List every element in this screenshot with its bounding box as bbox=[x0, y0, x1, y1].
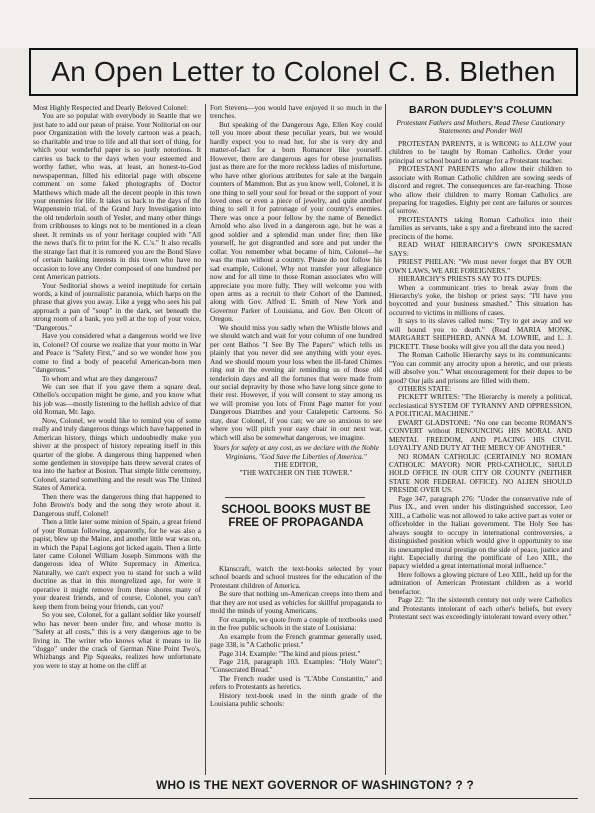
school-books-heading: SCHOOL BOOKS MUST BE FREE OF PROPAGANDA bbox=[221, 504, 371, 529]
letter-signature-name: "THE WATCHER ON THE TOWER." bbox=[239, 469, 353, 478]
baron-paragraph: PROTESTAN PARENTS, it is WRONG to ALLOW your children to be taught by Roman Catholics. Order your principal or school board to arrange for a Protestant teacher. bbox=[389, 139, 572, 165]
footer-rule bbox=[29, 798, 578, 799]
baron-paragraph: EWART GLADSTONE: "No one can become ROMAN'S CONVERT without RENOUNCING HIS MORAL AND MENTAL FREEDOM, AND PLACING HIS CIVIL LOYALTY AND DUTY AT THE MERCY OF ANOTHER." bbox=[389, 418, 572, 453]
top-margin bbox=[0, 0, 595, 48]
letter-paragraph: Have you considered what a dangerous world we live in, Colonel? Of course we realize that your motto in War and Peace is "Safety First," and so we wonder how you come to find a body of peaceful American-born men "dangerous." bbox=[33, 332, 201, 375]
letter-paragraph: Then there was the dangerous thing that happened to John Brown's body and the song they wrote about it. Dangerous stuff, Colonel! bbox=[33, 492, 201, 518]
baron-column-subtitle: Protestant Fathers and Mothers, Read These Cautionary Statements and Ponder Well bbox=[396, 118, 565, 136]
baron-paragraph: When a communicant tries to break away from the Hierarchy's yoke, the bishop or priest says: "I'll have you boycotted and your business smashed." This situation has occurred to victims in millions of cases. bbox=[389, 283, 572, 317]
letter-paragraph: Now, Colonel, we would like to remind you of some really and truly dangerous things which have happened in American history, things which undoubtedly make you shiver at the prospect of history repeating itself in this quarter of the globe. A dangerous thing happened when some gentlemen in stovepipe hats threw several crates of tea into the harbor at Boston. That simple little ceremony, Colonel, started something and the result was The United States of America. bbox=[33, 416, 201, 493]
baron-column-title: BARON DUDLEY'S COLUMN bbox=[408, 104, 553, 116]
letter-column-1 bbox=[33, 104, 201, 775]
school-books-paragraph: History text-book used in the ninth grade of the Louisiana public schools: bbox=[210, 691, 382, 709]
column-rule bbox=[385, 104, 386, 775]
baron-paragraph: Page 22: "In the sixteenth century not only were Catholics and Protestants intolerant of each other's beliefs, but every Protestant sect was exceedingly intolerant toward every other." bbox=[389, 596, 572, 622]
baron-paragraph: Here follows a glowing picture of Leo XIII., held up for the admiration of American Protestant children as a world benefactor. bbox=[389, 570, 572, 596]
letter-paragraph: We should miss you sadly when the Whistle blows and we should watch and wait for your column of one hundred per cent Bathos "I See By The Papers" which tells us plainly that you never did see anything with your eyes. And we should mourn your loss when the ill-fated Chimes ring out in the evening air reminding us of those old tenderloin days and all the fortunes that were made from our social depravity by those who have long since gone to their rest. However, if you will consent to stay among us we will promise you lots of Front Page matter for your Dangerous Diatribes and your Catalepetic Cartoons. So stay, dear Colonel, if you can; we are so anxious to see where you will pitch your easy chair in our next war, which will also be somewhat dangerous, we imagine. bbox=[210, 323, 382, 442]
masthead-box bbox=[29, 48, 578, 96]
letter-paragraph: To whom and what are they dangerous? bbox=[42, 374, 158, 383]
letter-paragraph: Then a little later some minion of Spain, a great friend of your Roman following, apparently, for he was also a papist, blew up the Maine, and another little war was on, in which the Papal Legions got licked again. Then a little later came Colonel William Joseph Simmons with the dangerous idea of White Supremacy in America. Naturally, we can't expect you to stand for such a wild doctrine as that in this mongrelized age, for were it operative it might remove from these shores many of your dearest friends, and of course, Colonel, you can't keep them from being your friends, can you? bbox=[33, 518, 201, 611]
footer-question: WHO IS THE NEXT GOVERNOR OF WASHINGTON? ? ? bbox=[156, 778, 474, 792]
letter-column-2 bbox=[210, 104, 382, 478]
letter-signature-title: THE EDITOR, bbox=[273, 461, 319, 470]
school-books-paragraph: An example from the French grammar generally used, page 338, is "A Catholic priest." bbox=[210, 632, 382, 650]
school-books-paragraph: Page 218, paragraph 103. Examples: "Holy Water"; "Consecrated Bread." bbox=[210, 657, 382, 675]
letter-paragraph: So you see, Colonel, for a gallant soldier like yourself who has never been under fire, and whose motto is "Safety at all costs," this is a very dangerous age to be living in. The writer who knows what it means to lie "doggo" under the crack of German Nine Point Two's, Whizbangs and Pip Squeaks, realizes how unfortunate you were to stay at home on the cliff at bbox=[33, 611, 201, 670]
baron-paragraph: OTHERS STATE: bbox=[398, 384, 452, 393]
baron-paragraph: PROTESTANT PARENTS who allow their children to associate with Roman Catholic children are sowing seeds of discord and regret. The consequences are far-reaching. Those who allow their children to marry Roman Catholics are preparing for tragedies. Eighty per cent are failures or sources of sorrow. bbox=[389, 165, 572, 216]
school-books-paragraph: Be sure that nothing un-American creeps into them and that they are not used as vehicles for skillful propaganda to mold the minds of young Americans. bbox=[210, 590, 382, 616]
baron-paragraph: READ WHAT HIERARCHY'S OWN SPOKESMAN SAYS: bbox=[389, 241, 572, 258]
baron-paragraph: HIERARCHY'S PRIESTS SAY TO ITS DUPES: bbox=[398, 275, 542, 284]
school-books-paragraph: Klanscraft, watch the text-books selected by your school boards and school trustees for the education of the Protestant children of America. bbox=[210, 565, 382, 590]
school-books-column bbox=[210, 565, 382, 775]
letter-paragraph: We can see that if you gave them a square deal, Othello's occupation might be gone, and you know what his job was—mostly listening to the hellish advice of that old Roman, Mr. Iago. bbox=[33, 382, 201, 417]
column-rule bbox=[205, 104, 206, 775]
letter-signoff: Yours for safety at any cost, as we declare with the Noble Virginians, "God Save the Liberties of America." bbox=[213, 444, 379, 461]
letter-paragraph: Fort Stevens—you would have enjoyed it so much in the trenches. bbox=[210, 104, 382, 121]
school-books-paragraph: For example, we quote from a couple of textbooks used in the free public schools in the state of Louisiana: bbox=[210, 615, 382, 633]
baron-dudley-column bbox=[389, 104, 572, 775]
section-divider bbox=[225, 497, 365, 498]
baron-paragraph: PROTESTANTS taking Roman Catholics into their families as servants, take a spy and a firebrand into the sacred precincts of the home. bbox=[389, 215, 572, 241]
letter-paragraph: Your Seditorial shows a weird ineptitude for certain words, a kind of journalistic paranoia, which harps on the phrase that gives you away. Like a yegg who sees his pal approach a pan of "soup" in the dark, set beneath the strong room of a bank, you yell at the top of your voice, "Dangerous." bbox=[33, 281, 201, 332]
page-title: An Open Letter to Colonel C. B. Blethen bbox=[51, 56, 556, 87]
baron-paragraph: It says to its slaves called nuns: "Try to get away and we will hound you to death." (Read MARIA MONK, MARGARET SHEPHERD, ANNA M. LOWRIE, and L. J. PICKETT. These books will give you all the data you need.) bbox=[389, 317, 572, 351]
baron-paragraph: Page 347, paragraph 276: "Under the conservative rule of Pius IX., and even under his distinguished successor, Leo XIII., a Catholic was not allowed to take active part as voter or officeholder in the Italian government. The Holy See has always sought to occupy in international controversies, a distinguished position which would give it opportunity to use its unexampled moral prestige on the side of peace, justice and right. Especially during the pontificate of Leo XIII., the papacy wielded a great international moral influence." bbox=[389, 494, 572, 571]
school-books-paragraph: Page 314. Example: "The kind and pious priest." bbox=[219, 649, 361, 658]
baron-paragraph: The Roman Catholic Hierarchy says to its communicants: "You can commit any atrocity upon a heretic, and our priests will absolve you." What encouragement for their dupes to be good? Our jails and prisons are filled with them. bbox=[389, 351, 572, 385]
letter-paragraph: But speaking of the Dangerous Age, Ellen Key could tell you more about these peculiar years, but we would hardly expect you to read her, for she is very dry and matter-of-fact for a born Romancer like yourself. However, there are dangerous ages for obese journalists just as there are for the more reckless ladies of misfortune, who have other glorious attributes for sale at the bargain counters of Mammon. But as you know well, Colonel, it is one thing to sell your soul for bread or the support of your loved ones or even a piece of jewelry, and quite another thing to sell it for patronage of your country's enemies. There was once a poor fellow by the name of Benedict Arnold who also lived in a dangerous age, but he was a good soldier and a splendid man under fire; then like yourself, he got disgruntled and sore and put under the collar. You remember what became of him, Colonel—he was the man without a country. Please do not follow his sad example, Colonel. Why not transfer your allegiance now and for all time to those Roman associates who will appreciate you more fully. They will welcome you with open arms as a recruit to their Cohort of the Damned, along with Gov. Alfred E. Smith of New York and Governor Parker of Louisiana, and Gov. Ben Olcott of Oregon. bbox=[210, 120, 382, 324]
baron-paragraph: PRIEST PHELAN: "We must never forget that BY OUR OWN LAWS, WE ARE FOREIGNERS." bbox=[389, 258, 572, 275]
baron-paragraph: PICKETT WRITES: "The Hierarchy is merely a political, ecclesiastical SYSTEM OF TYRANNY AND OPPRESSION, A POLITICAL MACHINE." bbox=[389, 393, 572, 419]
baron-paragraph: NO ROMAN CATHOLIC (CERTAINLY NO ROMAN CATHOLIC MAYOR) NOR PRO-CATHOLIC, SHULD HOLD OFFICE IN OUR CITY OR COUNTY (NEITHER STATE NOR FEDERAL OFFICE). NO ALIEN SHOULD PRESIDE OVER US. bbox=[389, 452, 572, 495]
school-books-paragraph: The French reader used is "L'Abbe Constantin," and refers to Protestants as heretics. bbox=[210, 674, 382, 692]
letter-salutation: Most Highly Respected and Dearly Beloved Colonel: bbox=[33, 104, 189, 112]
letter-paragraph: You are so popular with everybody in Seattle that we just hate to add our pæan of praise. Your Nolitorial on our poor Organization with the lovely cartoon was a peach, so charitable and true to life and all that sort of thing, for which your wonderful paper is so justly notorious. It carries us back to the days when your esteemed and worthy father, who was, at least, an honest-to-God newspaperman, filled his editorial page with obscene comment on some faked photographs of Doctor Matthews which made all the decent people in this town your enemies for life. It takes us back to the days of the Wappenstein trial, of the Grand Jury Investigation into the old tenderloin south of Yesler, and many other things from cribhouses to kings not to be mentioned in a clean sheet. It reminds us of your heritage coupled with "All the news that's fit to print for the K. C.'s." It also recalls the strange fact that it is rumored you are the Bond Slave of certain banking interests in this town who have no occasion to love any Order composed of one hundred per cent American patriots. bbox=[33, 112, 201, 282]
